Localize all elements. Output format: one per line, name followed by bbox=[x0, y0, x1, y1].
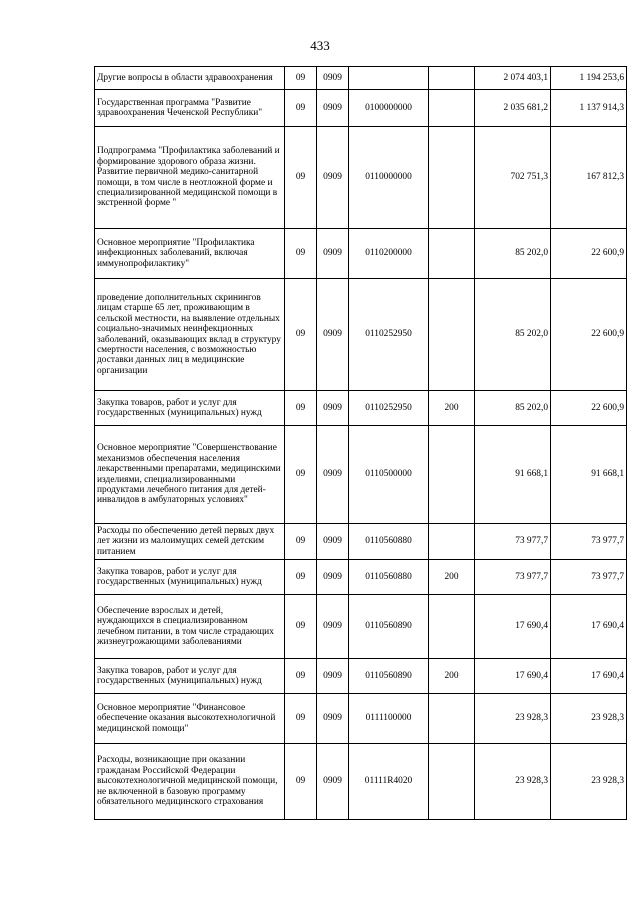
row-subsection-cell: 0909 bbox=[317, 595, 349, 659]
row-expense-type-cell bbox=[429, 67, 475, 90]
row-name-cell: Закупка товаров, работ и услуг для государственных (муниципальных) нужд bbox=[95, 659, 285, 694]
row-subsection-cell: 0909 bbox=[317, 426, 349, 524]
row-subsection-cell: 0909 bbox=[317, 524, 349, 560]
row-subsection-cell: 0909 bbox=[317, 127, 349, 229]
row-expense-type-cell bbox=[429, 90, 475, 127]
row-target-article-cell: 0110252950 bbox=[349, 279, 429, 391]
row-target-article-cell: 0110560880 bbox=[349, 560, 429, 595]
table-body bbox=[95, 67, 627, 820]
row-subsection-cell: 0909 bbox=[317, 90, 349, 127]
row-sum-year1-cell: 2 074 403,1 bbox=[475, 67, 551, 90]
table-row bbox=[95, 694, 627, 744]
row-expense-type-cell: 200 bbox=[429, 659, 475, 694]
row-sum-year2-cell: 73 977,7 bbox=[551, 560, 627, 595]
row-expense-type-cell bbox=[429, 595, 475, 659]
row-section-cell: 09 bbox=[285, 127, 317, 229]
row-sum-year1-cell: 17 690,4 bbox=[475, 659, 551, 694]
table-row bbox=[95, 67, 627, 90]
table-row bbox=[95, 229, 627, 279]
row-sum-year2-cell: 73 977,7 bbox=[551, 524, 627, 560]
table-row bbox=[95, 659, 627, 694]
row-target-article-cell: 0110560880 bbox=[349, 524, 429, 560]
row-expense-type-cell: 200 bbox=[429, 391, 475, 426]
row-sum-year1-cell: 702 751,3 bbox=[475, 127, 551, 229]
row-section-cell: 09 bbox=[285, 524, 317, 560]
table-row bbox=[95, 744, 627, 820]
row-section-cell: 09 bbox=[285, 279, 317, 391]
row-target-article-cell: 0111100000 bbox=[349, 694, 429, 744]
page-number: 433 bbox=[310, 38, 330, 53]
row-target-article-cell: 0110252950 bbox=[349, 391, 429, 426]
table-row bbox=[95, 279, 627, 391]
row-target-article-cell: 0110000000 bbox=[349, 127, 429, 229]
row-sum-year1-cell: 85 202,0 bbox=[475, 279, 551, 391]
row-target-article-cell: 0110200000 bbox=[349, 229, 429, 279]
row-target-article-cell bbox=[349, 67, 429, 90]
row-name-cell: Основное мероприятие "Профилактика инфекционных заболеваний, включая иммунопрофилактику" bbox=[95, 229, 285, 279]
row-section-cell: 09 bbox=[285, 659, 317, 694]
row-sum-year1-cell: 23 928,3 bbox=[475, 744, 551, 820]
row-sum-year2-cell: 167 812,3 bbox=[551, 127, 627, 229]
row-section-cell: 09 bbox=[285, 229, 317, 279]
row-sum-year1-cell: 17 690,4 bbox=[475, 595, 551, 659]
row-name-cell: Государственная программа "Развитие здравоохранения Чеченской Республики" bbox=[95, 90, 285, 127]
row-section-cell: 09 bbox=[285, 694, 317, 744]
row-target-article-cell: 01111R4020 bbox=[349, 744, 429, 820]
row-expense-type-cell bbox=[429, 127, 475, 229]
row-section-cell: 09 bbox=[285, 744, 317, 820]
row-sum-year2-cell: 22 600,9 bbox=[551, 279, 627, 391]
table-row bbox=[95, 391, 627, 426]
budget-table bbox=[94, 66, 627, 820]
row-name-cell: Закупка товаров, работ и услуг для государственных (муниципальных) нужд bbox=[95, 391, 285, 426]
row-expense-type-cell bbox=[429, 744, 475, 820]
row-sum-year1-cell: 85 202,0 bbox=[475, 229, 551, 279]
table-row bbox=[95, 426, 627, 524]
row-sum-year2-cell: 22 600,9 bbox=[551, 391, 627, 426]
row-sum-year2-cell: 17 690,4 bbox=[551, 659, 627, 694]
row-sum-year2-cell: 23 928,3 bbox=[551, 694, 627, 744]
row-subsection-cell: 0909 bbox=[317, 67, 349, 90]
row-sum-year2-cell: 22 600,9 bbox=[551, 229, 627, 279]
row-sum-year2-cell: 23 928,3 bbox=[551, 744, 627, 820]
table-row bbox=[95, 524, 627, 560]
row-subsection-cell: 0909 bbox=[317, 391, 349, 426]
row-name-cell: Расходы, возникающие при оказании гражданам Российской Федерации высокотехнологичной медицинской помощи, не включенной в базовую программу обязательного медицинского страхования bbox=[95, 744, 285, 820]
row-expense-type-cell bbox=[429, 229, 475, 279]
row-subsection-cell: 0909 bbox=[317, 229, 349, 279]
row-section-cell: 09 bbox=[285, 90, 317, 127]
table-row bbox=[95, 127, 627, 229]
row-subsection-cell: 0909 bbox=[317, 694, 349, 744]
row-sum-year1-cell: 23 928,3 bbox=[475, 694, 551, 744]
row-sum-year2-cell: 1 137 914,3 bbox=[551, 90, 627, 127]
row-section-cell: 09 bbox=[285, 426, 317, 524]
row-subsection-cell: 0909 bbox=[317, 744, 349, 820]
row-subsection-cell: 0909 bbox=[317, 279, 349, 391]
table-row bbox=[95, 560, 627, 595]
row-name-cell: Подпрограмма "Профилактика заболеваний и формирование здорового образа жизни. Развитие первичной медико-санитарной помощи, в том числе в неотложной форме и специализированной медицинской помощи в экстренной форме " bbox=[95, 127, 285, 229]
row-target-article-cell: 0110560890 bbox=[349, 659, 429, 694]
row-name-cell: Расходы по обеспечению детей первых двух лет жизни из малоимущих семей детским питанием bbox=[95, 524, 285, 560]
row-sum-year1-cell: 2 035 681,2 bbox=[475, 90, 551, 127]
row-section-cell: 09 bbox=[285, 595, 317, 659]
row-subsection-cell: 0909 bbox=[317, 659, 349, 694]
row-sum-year2-cell: 1 194 253,6 bbox=[551, 67, 627, 90]
row-sum-year2-cell: 17 690,4 bbox=[551, 595, 627, 659]
row-expense-type-cell bbox=[429, 279, 475, 391]
row-expense-type-cell: 200 bbox=[429, 560, 475, 595]
row-name-cell: Закупка товаров, работ и услуг для государственных (муниципальных) нужд bbox=[95, 560, 285, 595]
row-name-cell: проведение дополнительных скринингов лицам старше 65 лет, проживающим в сельской местности, на выявление отдельных социально-значимых неинфекционных заболеваний, оказывающих вклад в структуру смертности населения, с возможностью доставки данных лиц в медицинские организации bbox=[95, 279, 285, 391]
row-expense-type-cell bbox=[429, 524, 475, 560]
row-expense-type-cell bbox=[429, 694, 475, 744]
row-sum-year2-cell: 91 668,1 bbox=[551, 426, 627, 524]
row-name-cell: Основное мероприятие "Финансовое обеспечение оказания высокотехнологичной медицинской помощи" bbox=[95, 694, 285, 744]
row-expense-type-cell bbox=[429, 426, 475, 524]
row-target-article-cell: 0110560890 bbox=[349, 595, 429, 659]
row-subsection-cell: 0909 bbox=[317, 560, 349, 595]
table-row bbox=[95, 90, 627, 127]
row-name-cell: Обеспечение взрослых и детей, нуждающихся в специализированном лечебном питании, в том числе страдающих жизнеугрожающими заболеваниями bbox=[95, 595, 285, 659]
row-sum-year1-cell: 73 977,7 bbox=[475, 560, 551, 595]
row-sum-year1-cell: 73 977,7 bbox=[475, 524, 551, 560]
row-section-cell: 09 bbox=[285, 391, 317, 426]
row-name-cell: Основное мероприятие "Совершенствование механизмов обеспечения населения лекарственными препаратами, медицинскими изделиями, специализированными продуктами лечебного питания для детей-инвалидов в амбулаторных условиях" bbox=[95, 426, 285, 524]
row-section-cell: 09 bbox=[285, 560, 317, 595]
row-target-article-cell: 0110500000 bbox=[349, 426, 429, 524]
table-row bbox=[95, 595, 627, 659]
row-section-cell: 09 bbox=[285, 67, 317, 90]
row-name-cell: Другие вопросы в области здравоохранения bbox=[95, 67, 285, 90]
row-target-article-cell: 0100000000 bbox=[349, 90, 429, 127]
row-sum-year1-cell: 91 668,1 bbox=[475, 426, 551, 524]
row-sum-year1-cell: 85 202,0 bbox=[475, 391, 551, 426]
